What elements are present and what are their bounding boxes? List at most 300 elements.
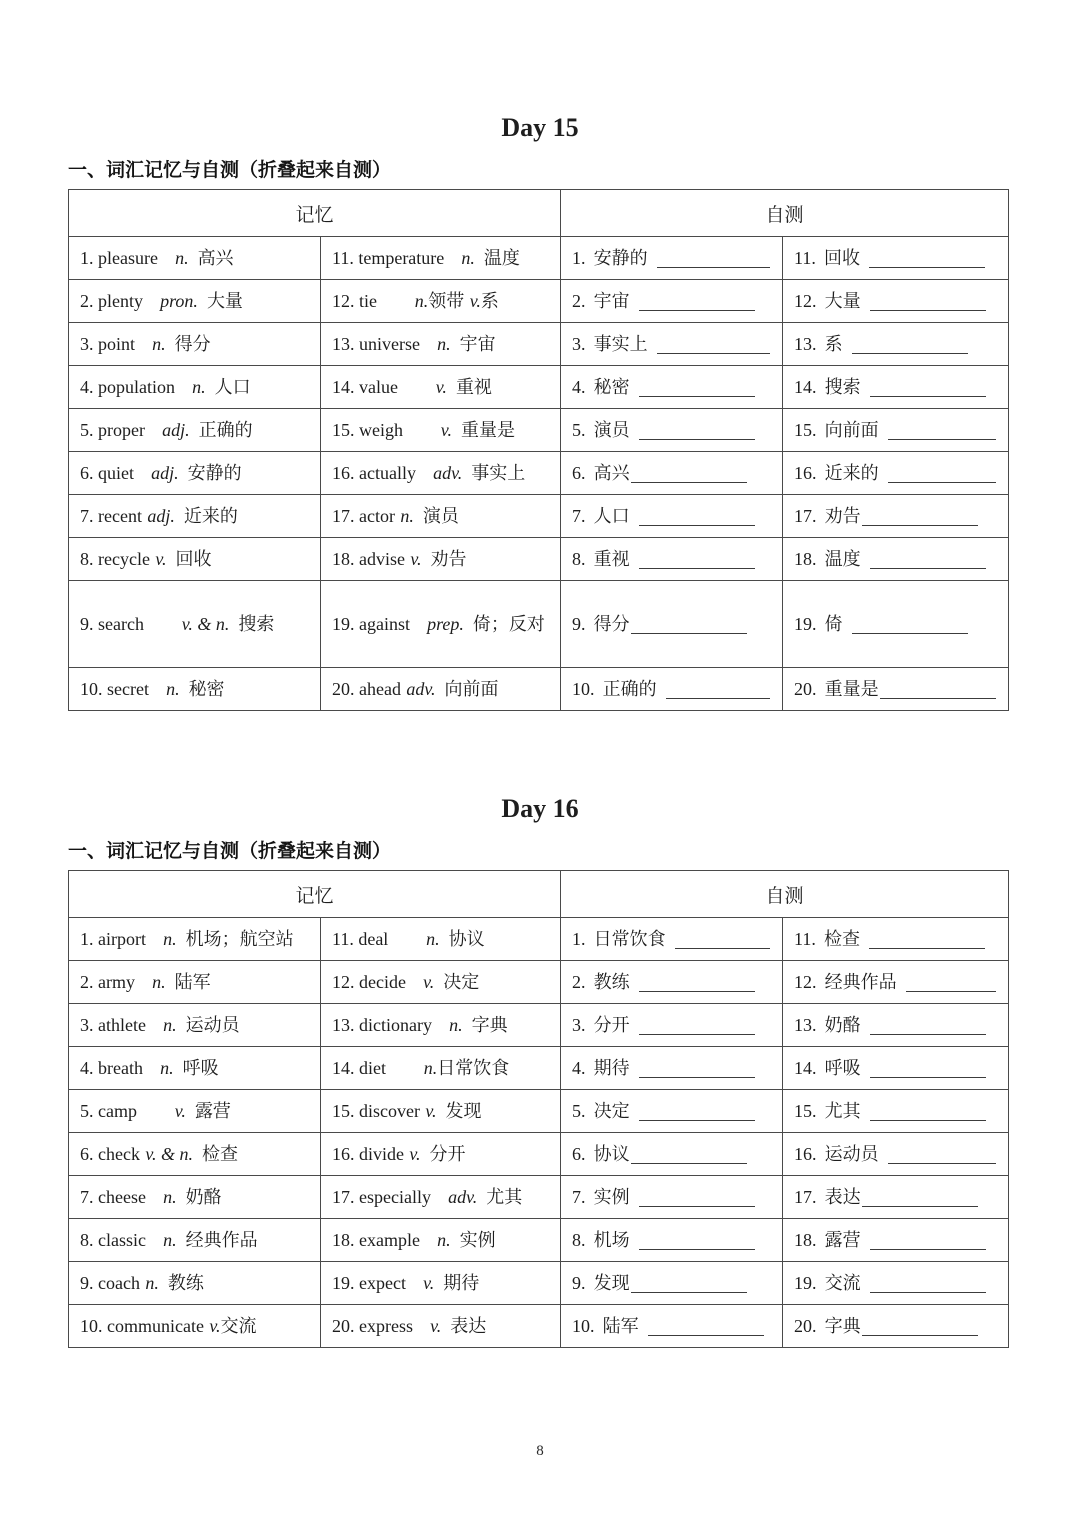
selftest-item bbox=[794, 969, 1000, 995]
meaning-label: 安静的 bbox=[593, 247, 648, 268]
entry-number-word: 12. tie bbox=[332, 290, 377, 311]
table-header-row bbox=[69, 190, 1009, 237]
meaning-label: 检查 bbox=[823, 929, 860, 950]
meaning: 经典作品 bbox=[185, 1230, 258, 1251]
selftest-column-header: 自测 bbox=[561, 871, 1009, 918]
entry-number-word: 4. population bbox=[80, 376, 175, 397]
day16-heading: 一、词汇记忆与自测（折叠起来自测） bbox=[68, 841, 392, 863]
entry-number: 6. bbox=[572, 462, 586, 483]
day16-vocab-table bbox=[68, 870, 1009, 1348]
entry-number: 1. bbox=[572, 247, 586, 268]
entry-number-word: 7. recent bbox=[80, 505, 142, 526]
meaning-label: 得分 bbox=[593, 613, 630, 634]
selftest-cell bbox=[561, 366, 783, 409]
entry-number: 19. bbox=[794, 613, 817, 634]
part-of-speech: pron. bbox=[160, 290, 198, 311]
entry-number-word: 19. expect bbox=[332, 1273, 406, 1294]
selftest-cell bbox=[783, 1262, 1009, 1305]
vocab-row bbox=[69, 323, 1009, 366]
answer-blank bbox=[870, 1235, 986, 1250]
entry-number: 10. bbox=[572, 1316, 595, 1337]
day15-title: Day 15 bbox=[501, 113, 579, 142]
part-of-speech: v. bbox=[440, 419, 452, 440]
selftest-cell bbox=[561, 409, 783, 452]
entry-number-word: 20. ahead bbox=[332, 678, 401, 699]
selftest-cell bbox=[783, 495, 1009, 538]
part-of-speech: v. & n. bbox=[181, 613, 230, 634]
selftest-item bbox=[794, 417, 1000, 443]
selftest-cell bbox=[783, 366, 1009, 409]
answer-blank bbox=[639, 1020, 755, 1035]
entry-number: 18. bbox=[794, 1230, 817, 1251]
part-of-speech: n. bbox=[152, 972, 166, 993]
part-of-speech: n. bbox=[152, 333, 166, 354]
entry-number: 17. bbox=[794, 505, 817, 526]
selftest-cell bbox=[561, 1305, 783, 1348]
selftest-item bbox=[794, 926, 1000, 952]
selftest-cell bbox=[783, 1004, 1009, 1047]
memory-cell bbox=[321, 1262, 561, 1305]
selftest-item bbox=[794, 676, 1000, 702]
meaning: 表达 bbox=[450, 1316, 487, 1337]
meaning: 决定 bbox=[443, 972, 480, 993]
meaning-label: 日常饮食 bbox=[593, 929, 666, 950]
meaning-label: 奶酪 bbox=[824, 1015, 861, 1036]
part-of-speech: v. & n. bbox=[145, 1144, 194, 1165]
meaning-label: 倚 bbox=[824, 613, 843, 634]
meaning-label: 大量 bbox=[824, 290, 861, 311]
answer-blank bbox=[869, 253, 985, 268]
memory-cell bbox=[69, 366, 321, 409]
selftest-cell bbox=[561, 1176, 783, 1219]
part-of-speech: n. bbox=[163, 1230, 177, 1251]
answer-blank bbox=[852, 619, 968, 634]
part-of-speech: adv. bbox=[406, 678, 436, 699]
memory-cell bbox=[69, 1004, 321, 1047]
meaning: 分开 bbox=[429, 1144, 466, 1165]
selftest-cell bbox=[783, 237, 1009, 280]
part-of-speech: n. bbox=[163, 929, 177, 950]
meaning: 秘密 bbox=[188, 678, 225, 699]
memory-cell bbox=[321, 280, 561, 323]
part-of-speech: v. bbox=[423, 1273, 435, 1294]
entry-number: 9. bbox=[572, 1273, 586, 1294]
part-of-speech: n. bbox=[449, 1015, 463, 1036]
answer-blank bbox=[639, 511, 755, 526]
meaning-label: 劝告 bbox=[824, 505, 861, 526]
part-of-speech: v. bbox=[209, 1316, 221, 1337]
part-of-speech: v. bbox=[435, 376, 447, 397]
meaning-label: 宇宙 bbox=[593, 290, 630, 311]
selftest-column-header: 自测 bbox=[561, 190, 1009, 237]
vocab-row bbox=[69, 366, 1009, 409]
selftest-item bbox=[794, 1055, 1000, 1081]
entry-number: 9. bbox=[572, 613, 586, 634]
meaning: 呼吸 bbox=[182, 1058, 219, 1079]
entry-number-word: 6. check bbox=[80, 1144, 140, 1165]
meaning: 日常饮食 bbox=[437, 1058, 510, 1079]
meaning-label: 秘密 bbox=[593, 376, 630, 397]
meaning: 运动员 bbox=[185, 1015, 240, 1036]
vocab-row bbox=[69, 237, 1009, 280]
answer-blank bbox=[870, 554, 986, 569]
meaning: 人口 bbox=[214, 376, 251, 397]
entry-number: 5. bbox=[572, 419, 586, 440]
selftest-item bbox=[794, 1270, 1000, 1296]
memory-cell bbox=[321, 452, 561, 495]
entry-number-word: 6. quiet bbox=[80, 462, 134, 483]
entry-number: 20. bbox=[794, 678, 817, 699]
selftest-cell bbox=[561, 495, 783, 538]
meaning-label: 运动员 bbox=[824, 1144, 879, 1165]
meaning: 劝告 bbox=[430, 548, 467, 569]
meaning: 露营 bbox=[194, 1101, 231, 1122]
meaning: 检查 bbox=[202, 1144, 239, 1165]
entry-number: 20. bbox=[794, 1316, 817, 1337]
selftest-cell bbox=[783, 1219, 1009, 1262]
selftest-item bbox=[572, 331, 774, 357]
entry-number: 13. bbox=[794, 1015, 817, 1036]
selftest-cell bbox=[561, 452, 783, 495]
meaning-label: 表达 bbox=[824, 1187, 861, 1208]
vocab-row bbox=[69, 452, 1009, 495]
selftest-item bbox=[794, 503, 1000, 529]
selftest-item bbox=[572, 288, 774, 314]
meaning: 领带 bbox=[428, 290, 465, 311]
meaning: 宇宙 bbox=[459, 333, 496, 354]
meaning-label: 重量是 bbox=[824, 678, 879, 699]
meaning: 系 bbox=[480, 290, 499, 311]
answer-blank bbox=[639, 1192, 755, 1207]
answer-blank bbox=[870, 1278, 986, 1293]
selftest-item bbox=[794, 1313, 1000, 1339]
entry-number-word: 13. dictionary bbox=[332, 1015, 432, 1036]
meaning: 重视 bbox=[455, 376, 492, 397]
part-of-speech: n. bbox=[163, 1187, 177, 1208]
meaning: 回收 bbox=[175, 548, 212, 569]
selftest-cell bbox=[561, 668, 783, 711]
selftest-item bbox=[572, 417, 774, 443]
vocab-row bbox=[69, 1133, 1009, 1176]
entry-number-word: 10. secret bbox=[80, 678, 149, 699]
answer-blank bbox=[639, 1106, 755, 1121]
entry-number-word: 20. express bbox=[332, 1316, 413, 1337]
meaning-label: 正确的 bbox=[602, 678, 657, 699]
meaning: 正确的 bbox=[198, 419, 253, 440]
vocab-row bbox=[69, 918, 1009, 961]
meaning: 搜索 bbox=[238, 613, 275, 634]
entry-number: 2. bbox=[572, 972, 586, 993]
vocab-row bbox=[69, 280, 1009, 323]
answer-blank bbox=[870, 1020, 986, 1035]
answer-blank bbox=[852, 339, 968, 354]
selftest-item bbox=[572, 1227, 774, 1253]
part-of-speech: n. bbox=[192, 376, 206, 397]
entry-number-word: 2. army bbox=[80, 972, 135, 993]
meaning-label: 系 bbox=[824, 333, 843, 354]
answer-blank bbox=[870, 296, 986, 311]
meaning-label: 演员 bbox=[593, 419, 630, 440]
vocab-row bbox=[69, 1305, 1009, 1348]
memory-cell bbox=[69, 581, 321, 668]
selftest-cell bbox=[783, 323, 1009, 366]
selftest-cell bbox=[783, 668, 1009, 711]
answer-blank bbox=[880, 684, 996, 699]
memory-cell bbox=[69, 1090, 321, 1133]
part-of-speech: v. bbox=[430, 1316, 442, 1337]
meaning: 尤其 bbox=[486, 1187, 523, 1208]
part-of-speech: n. bbox=[461, 247, 475, 268]
vocab-row bbox=[69, 1219, 1009, 1262]
selftest-item bbox=[794, 1012, 1000, 1038]
selftest-item bbox=[794, 288, 1000, 314]
entry-number: 3. bbox=[572, 1015, 586, 1036]
selftest-cell bbox=[783, 452, 1009, 495]
entry-number: 12. bbox=[794, 290, 817, 311]
entry-number: 4. bbox=[572, 1058, 586, 1079]
entry-number-word: 10. communicate bbox=[80, 1316, 204, 1337]
entry-number-word: 3. point bbox=[80, 333, 136, 354]
part-of-speech: n. bbox=[160, 1058, 174, 1079]
memory-cell bbox=[321, 1305, 561, 1348]
entry-number-word: 12. decide bbox=[332, 972, 406, 993]
meaning: 事实上 bbox=[471, 462, 526, 483]
memory-cell bbox=[321, 581, 561, 668]
answer-blank bbox=[631, 1278, 747, 1293]
meaning-label: 决定 bbox=[593, 1101, 630, 1122]
meaning-label: 人口 bbox=[593, 505, 630, 526]
vocab-row bbox=[69, 1262, 1009, 1305]
memory-cell bbox=[69, 668, 321, 711]
entry-number: 19. bbox=[794, 1273, 817, 1294]
memory-cell bbox=[69, 1219, 321, 1262]
selftest-cell bbox=[783, 1305, 1009, 1348]
part-of-speech: n. bbox=[414, 290, 429, 311]
memory-cell bbox=[69, 918, 321, 961]
selftest-item bbox=[572, 245, 774, 271]
memory-cell bbox=[69, 1305, 321, 1348]
meaning: 演员 bbox=[422, 505, 459, 526]
page-footer bbox=[0, 1443, 1080, 1460]
selftest-cell bbox=[783, 538, 1009, 581]
entry-number: 7. bbox=[572, 505, 586, 526]
selftest-cell bbox=[783, 1133, 1009, 1176]
vocab-row bbox=[69, 1176, 1009, 1219]
selftest-item bbox=[572, 969, 774, 995]
answer-blank bbox=[657, 339, 770, 354]
meaning: 期待 bbox=[443, 1273, 480, 1294]
answer-blank bbox=[639, 554, 755, 569]
answer-blank bbox=[862, 1192, 978, 1207]
selftest-item bbox=[572, 926, 774, 952]
selftest-item bbox=[572, 611, 774, 637]
memory-cell bbox=[69, 409, 321, 452]
answer-blank bbox=[631, 1149, 747, 1164]
selftest-cell bbox=[561, 280, 783, 323]
entry-number: 15. bbox=[794, 1101, 817, 1122]
entry-number-word: 15. discover bbox=[332, 1101, 420, 1122]
vocab-row bbox=[69, 1090, 1009, 1133]
memory-column-header: 记忆 bbox=[69, 871, 561, 918]
meaning-label: 高兴 bbox=[593, 462, 630, 483]
selftest-item bbox=[794, 374, 1000, 400]
entry-number-word: 5. proper bbox=[80, 419, 145, 440]
part-of-speech: n. bbox=[145, 1273, 159, 1294]
answer-blank bbox=[639, 425, 755, 440]
memory-cell bbox=[321, 668, 561, 711]
meaning-label: 露营 bbox=[824, 1230, 861, 1251]
entry-number-word: 9. coach bbox=[80, 1273, 140, 1294]
memory-cell bbox=[69, 452, 321, 495]
entry-number-word: 9. search bbox=[80, 613, 144, 634]
part-of-speech: v. bbox=[174, 1101, 186, 1122]
memory-cell bbox=[321, 1133, 561, 1176]
selftest-item bbox=[794, 331, 1000, 357]
meaning: 安静的 bbox=[187, 462, 242, 483]
selftest-cell bbox=[783, 1176, 1009, 1219]
answer-blank bbox=[906, 977, 996, 992]
entry-number: 13. bbox=[794, 333, 817, 354]
memory-cell bbox=[321, 1047, 561, 1090]
entry-number: 7. bbox=[572, 1187, 586, 1208]
vocab-row bbox=[69, 1047, 1009, 1090]
entry-number: 10. bbox=[572, 678, 595, 699]
entry-number-word: 1. pleasure bbox=[80, 247, 158, 268]
memory-cell bbox=[321, 237, 561, 280]
vocab-row bbox=[69, 495, 1009, 538]
part-of-speech: prep. bbox=[427, 613, 464, 634]
memory-cell bbox=[321, 961, 561, 1004]
memory-cell bbox=[69, 1176, 321, 1219]
entry-number: 14. bbox=[794, 1058, 817, 1079]
part-of-speech: v. bbox=[409, 1144, 421, 1165]
entry-number: 5. bbox=[572, 1101, 586, 1122]
table-header-row bbox=[69, 871, 1009, 918]
selftest-cell bbox=[783, 918, 1009, 961]
day15-vocab-table bbox=[68, 189, 1009, 711]
entry-number-word: 2. plenty bbox=[80, 290, 143, 311]
selftest-item bbox=[794, 1184, 1000, 1210]
selftest-item bbox=[794, 611, 1000, 637]
answer-blank bbox=[631, 619, 747, 634]
entry-number-word: 7. cheese bbox=[80, 1187, 146, 1208]
memory-cell bbox=[69, 961, 321, 1004]
selftest-item bbox=[794, 1227, 1000, 1253]
selftest-item bbox=[794, 1141, 1000, 1167]
memory-cell bbox=[321, 1176, 561, 1219]
selftest-cell bbox=[561, 961, 783, 1004]
part-of-speech: adv. bbox=[433, 462, 463, 483]
entry-number: 6. bbox=[572, 1144, 586, 1165]
meaning: 交流 bbox=[220, 1316, 257, 1337]
meaning: 协议 bbox=[448, 929, 485, 950]
part-of-speech: v. bbox=[469, 290, 481, 311]
meaning-label: 期待 bbox=[593, 1058, 630, 1079]
entry-number-word: 16. divide bbox=[332, 1144, 404, 1165]
part-of-speech: adj. bbox=[162, 419, 190, 440]
meaning-label: 回收 bbox=[823, 247, 860, 268]
entry-number-word: 8. recycle bbox=[80, 548, 150, 569]
part-of-speech: v. bbox=[410, 548, 422, 569]
part-of-speech: n. bbox=[163, 1015, 177, 1036]
entry-number: 11. bbox=[794, 929, 816, 950]
selftest-item bbox=[794, 546, 1000, 572]
entry-number: 16. bbox=[794, 462, 817, 483]
memory-cell bbox=[69, 1047, 321, 1090]
memory-cell bbox=[321, 409, 561, 452]
entry-number: 18. bbox=[794, 548, 817, 569]
meaning: 温度 bbox=[483, 247, 520, 268]
memory-cell bbox=[69, 538, 321, 581]
entry-number: 14. bbox=[794, 376, 817, 397]
part-of-speech: v. bbox=[423, 972, 435, 993]
selftest-item bbox=[572, 1313, 774, 1339]
entry-number-word: 16. actually bbox=[332, 462, 416, 483]
memory-cell bbox=[321, 918, 561, 961]
selftest-cell bbox=[561, 237, 783, 280]
selftest-cell bbox=[561, 1133, 783, 1176]
selftest-item bbox=[572, 1098, 774, 1124]
day16-title: Day 16 bbox=[501, 794, 579, 824]
meaning: 奶酪 bbox=[185, 1187, 222, 1208]
answer-blank bbox=[675, 934, 770, 949]
selftest-cell bbox=[561, 1262, 783, 1305]
memory-cell bbox=[69, 237, 321, 280]
meaning-label: 机场 bbox=[593, 1230, 630, 1251]
answer-blank bbox=[888, 425, 996, 440]
vocab-row bbox=[69, 409, 1009, 452]
selftest-cell bbox=[783, 961, 1009, 1004]
selftest-item bbox=[572, 503, 774, 529]
vocab-row bbox=[69, 961, 1009, 1004]
entry-number-word: 1. airport bbox=[80, 929, 146, 950]
answer-blank bbox=[639, 1235, 755, 1250]
selftest-item bbox=[572, 1141, 774, 1167]
meaning-label: 事实上 bbox=[593, 333, 648, 354]
entry-number: 8. bbox=[572, 548, 586, 569]
selftest-item bbox=[572, 546, 774, 572]
answer-blank bbox=[631, 468, 747, 483]
memory-cell bbox=[69, 1133, 321, 1176]
selftest-cell bbox=[783, 1090, 1009, 1133]
entry-number-word: 14. diet bbox=[332, 1058, 386, 1079]
meaning: 大量 bbox=[206, 290, 243, 311]
answer-blank bbox=[870, 1063, 986, 1078]
selftest-cell bbox=[783, 409, 1009, 452]
entry-number: 2. bbox=[572, 290, 586, 311]
memory-cell bbox=[69, 495, 321, 538]
entry-number-word: 17. actor bbox=[332, 505, 395, 526]
meaning: 倚；反对 bbox=[472, 613, 545, 634]
meaning: 向前面 bbox=[444, 678, 499, 699]
entry-number: 11. bbox=[794, 247, 816, 268]
meaning: 机场；航空站 bbox=[185, 929, 294, 950]
selftest-item bbox=[572, 460, 774, 486]
answer-blank bbox=[870, 382, 986, 397]
entry-number: 1. bbox=[572, 929, 586, 950]
meaning-label: 近来的 bbox=[824, 462, 879, 483]
selftest-cell bbox=[561, 323, 783, 366]
entry-number-word: 18. advise bbox=[332, 548, 405, 569]
selftest-item bbox=[572, 1055, 774, 1081]
part-of-speech: v. bbox=[155, 548, 167, 569]
entry-number-word: 3. athlete bbox=[80, 1015, 146, 1036]
selftest-item bbox=[572, 1270, 774, 1296]
memory-cell bbox=[321, 323, 561, 366]
vocab-row bbox=[69, 581, 1009, 668]
meaning-label: 协议 bbox=[593, 1144, 630, 1165]
selftest-item bbox=[794, 245, 1000, 271]
